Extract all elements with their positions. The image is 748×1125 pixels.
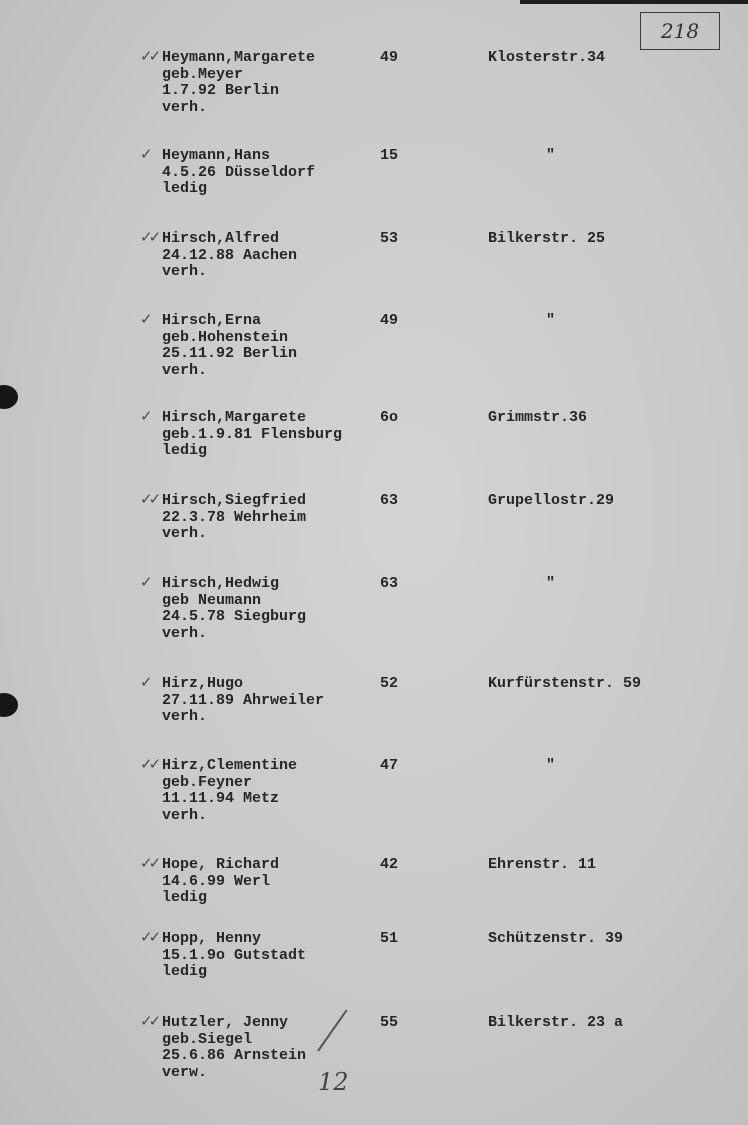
person-detail-line: verw. xyxy=(162,1063,208,1081)
person-detail-line: 11.11.94 Metz xyxy=(162,790,280,807)
checkmark-icon: ✓✓ xyxy=(140,47,158,65)
person-detail-line: geb Neumann xyxy=(162,591,262,609)
person-name: Hutzler, Jenny xyxy=(162,1014,289,1031)
person-detail-line: ledig xyxy=(162,889,208,906)
signature-stroke xyxy=(317,1009,347,1051)
person-details xyxy=(162,313,297,379)
checkmark-icon: ✓ xyxy=(140,673,149,691)
person-detail-line: ledig xyxy=(162,180,208,197)
checkmark-icon: ✓✓ xyxy=(140,854,158,872)
person-address: " xyxy=(546,757,556,774)
person-address: Schützenstr. 39 xyxy=(488,930,624,947)
person-age: 6o xyxy=(380,409,399,426)
person-details xyxy=(162,857,279,907)
person-detail-line: geb.1.9.81 Flensburg xyxy=(162,425,343,443)
person-age: 55 xyxy=(380,1014,399,1031)
person-detail-line: ledig xyxy=(162,442,208,459)
person-detail-line: 1.7.92 Berlin xyxy=(162,82,280,99)
person-detail-line: geb.Meyer xyxy=(162,65,244,83)
person-detail-line: verh. xyxy=(162,361,208,379)
person-name: Hirz,Hugo xyxy=(162,675,244,692)
person-age: 52 xyxy=(380,675,399,692)
checkmark-icon: ✓✓ xyxy=(140,228,158,246)
punch-hole xyxy=(0,385,18,409)
person-name: Hirsch,Margarete xyxy=(162,409,307,426)
person-details xyxy=(162,931,306,981)
person-name: Hope, Richard xyxy=(162,856,280,873)
person-details xyxy=(162,50,315,116)
person-address: " xyxy=(546,312,556,329)
person-detail-line: 24.5.78 Siegburg xyxy=(162,608,307,625)
person-name: Hirsch,Alfred xyxy=(162,230,280,247)
person-age: 53 xyxy=(380,230,399,247)
person-name: Heymann,Hans xyxy=(162,147,271,164)
footer-mark: 12 xyxy=(318,1068,349,1096)
person-details xyxy=(162,493,306,543)
checkmark-icon: ✓ xyxy=(140,310,149,328)
person-age: 15 xyxy=(380,147,399,164)
person-detail-line: verh. xyxy=(162,263,208,280)
checkmark-icon: ✓✓ xyxy=(140,490,158,508)
checkmark-icon: ✓✓ xyxy=(140,928,158,946)
top-edge-bar xyxy=(520,0,748,4)
person-detail-line: 24.12.88 Aachen xyxy=(162,246,298,264)
person-detail-line: 22.3.78 Wehrheim xyxy=(162,508,307,526)
person-name: Hirsch,Erna xyxy=(162,312,262,329)
person-detail-line: geb.Siegel xyxy=(162,1030,253,1048)
person-name: Hirsch,Siegfried xyxy=(162,492,307,509)
person-detail-line: verh. xyxy=(162,624,208,642)
person-detail-line: 27.11.89 Ahrweiler xyxy=(162,691,325,709)
person-detail-line: verh. xyxy=(162,708,208,725)
person-age: 42 xyxy=(380,856,399,873)
person-details xyxy=(162,148,315,198)
page-number: 218 xyxy=(660,19,700,43)
person-name: Hopp, Henny xyxy=(162,930,262,947)
person-address: Bilkerstr. 25 xyxy=(488,230,606,247)
person-detail-line: 25.6.86 Arnstein xyxy=(162,1047,307,1064)
person-detail-line: 14.6.99 Werl xyxy=(162,872,271,890)
person-detail-line: geb.Hohenstein xyxy=(162,328,289,346)
person-address: Ehrenstr. 11 xyxy=(488,856,597,873)
person-age: 49 xyxy=(380,312,399,329)
person-name: Heymann,Margarete xyxy=(162,49,316,66)
person-name: Hirsch,Hedwig xyxy=(162,575,280,592)
person-detail-line: 4.5.26 Düsseldorf xyxy=(162,163,316,181)
person-address: Klosterstr.34 xyxy=(488,49,606,66)
person-age: 63 xyxy=(380,492,399,509)
person-detail-line: verh. xyxy=(162,806,208,824)
person-detail-line: geb.Feyner xyxy=(162,773,253,791)
person-address: Bilkerstr. 23 a xyxy=(488,1014,624,1031)
checkmark-icon: ✓✓ xyxy=(140,755,158,773)
person-details xyxy=(162,410,342,460)
person-address: Kurfürstenstr. 59 xyxy=(488,675,642,692)
checkmark-icon: ✓✓ xyxy=(140,1012,158,1030)
person-details xyxy=(162,231,297,281)
person-detail-line: 15.1.9o Gutstadt xyxy=(162,946,307,964)
person-detail-line: verh. xyxy=(162,98,208,116)
person-age: 47 xyxy=(380,757,399,774)
person-address: " xyxy=(546,575,556,592)
person-details xyxy=(162,758,297,824)
person-detail-line: 25.11.92 Berlin xyxy=(162,345,298,362)
person-details xyxy=(162,676,324,726)
page-number-box xyxy=(640,12,720,50)
person-address: " xyxy=(546,147,556,164)
person-age: 49 xyxy=(380,49,399,66)
person-address: Grimmstr.36 xyxy=(488,409,588,426)
person-name: Hirz,Clementine xyxy=(162,757,298,774)
checkmark-icon: ✓ xyxy=(140,407,149,425)
punch-hole xyxy=(0,693,18,717)
person-detail-line: ledig xyxy=(162,963,208,980)
checkmark-icon: ✓ xyxy=(140,573,149,591)
person-age: 63 xyxy=(380,575,399,592)
person-age: 51 xyxy=(380,930,399,947)
person-address: Grupellostr.29 xyxy=(488,492,615,509)
checkmark-icon: ✓ xyxy=(140,145,149,163)
person-details xyxy=(162,576,306,642)
person-detail-line: verh. xyxy=(162,525,208,542)
person-details xyxy=(162,1015,306,1081)
